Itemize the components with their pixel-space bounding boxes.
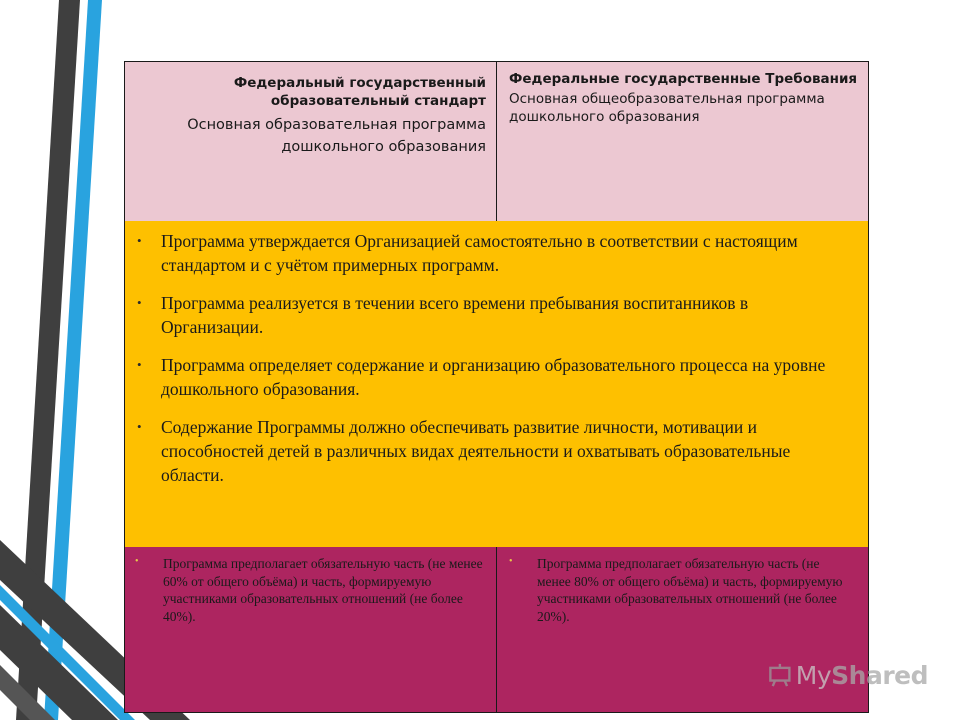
comparison-table [124,61,869,713]
header-fgos [125,62,497,221]
myshared-watermark [768,655,928,695]
bullet-icon: • [137,295,142,310]
list-item [137,229,846,277]
common-points-list [137,229,846,487]
bottom-fgos-list [135,555,486,625]
header-fgt-title: Федеральные государственные Требования [509,71,858,87]
header-fgos-title: Федеральный государственный образовательный стандарт [233,75,486,109]
watermark-logo-icon [768,660,792,690]
bottom-fgt-list [509,555,856,625]
list-item [137,353,846,401]
list-item [509,555,856,625]
watermark-text-bold: Shared [831,660,928,690]
list-item-text: Программа реализуется в течении всего времени пребывания воспитанников в Организации. [161,293,749,337]
list-item [135,555,486,625]
list-item [137,291,846,339]
common-points-section [125,221,868,547]
header-fgos-subtitle: Основная образовательная программа дошкольного образования [187,117,486,155]
bullet-icon: • [137,357,142,372]
header-fgt [497,62,868,221]
bottom-fgt-text: Программа предполагает обязательную часть (не менее 80% от общего объёма) и часть, формируемую участниками образовательных отношений (не более 20%). [537,556,843,624]
list-item-text: Программа утверждается Организацией самостоятельно в соответствии с настоящим стандартом и с учётом примерных программ. [161,231,798,275]
watermark-text-light: My [795,660,832,690]
bullet-icon: • [135,556,139,567]
header-fgt-subtitle: Основная общеобразовательная программа дошкольного образования [509,91,825,125]
list-item [137,415,846,487]
bullet-icon: • [137,233,142,248]
bottom-fgos [125,547,497,712]
bullet-icon: • [137,419,142,434]
watermark-text [796,661,928,690]
bottom-fgos-text: Программа предполагает обязательную часть (не менее 60% от общего объёма) и часть, формируемую участниками образовательных отношений (не более 40%). [163,556,483,624]
list-item-text: Программа определяет содержание и организацию образовательного процесса на уровне дошкольного образования. [161,355,826,399]
bullet-icon: • [509,556,513,567]
list-item-text: Содержание Программы должно обеспечивать развитие личности, мотивации и способностей детей в различных видах деятельности и охватывать образовательные области. [161,417,791,485]
